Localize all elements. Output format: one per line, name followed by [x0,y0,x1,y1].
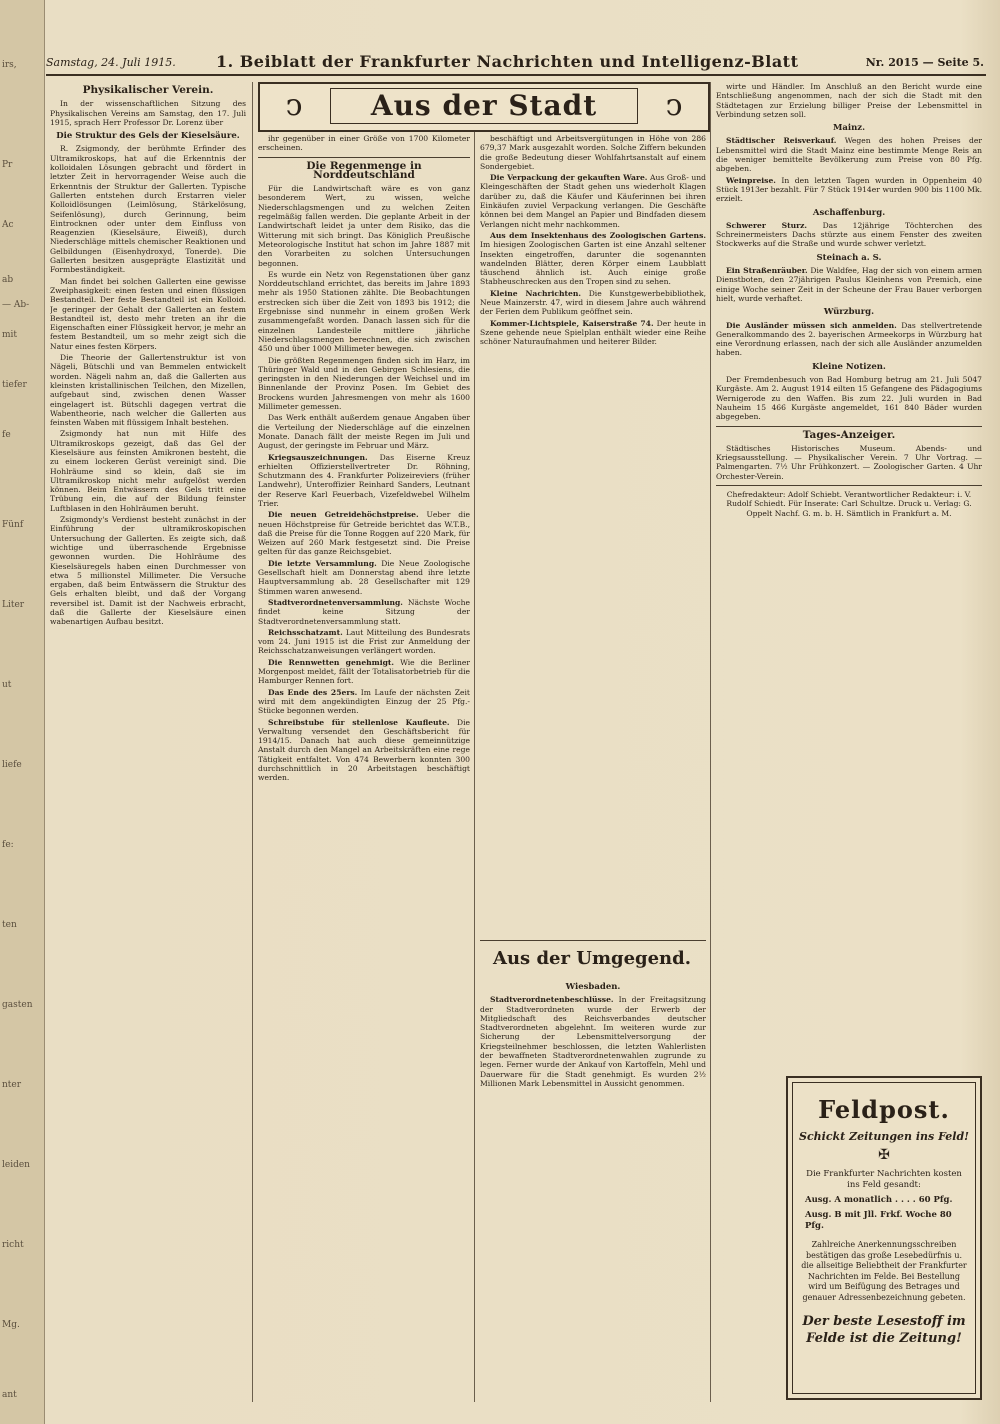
issue-date: Samstag, 24. Juli 1915. [46,56,176,69]
section-divider [480,940,706,941]
news-item-text: In den letzten Tagen wurden in Oppenheim 40 Stück 1913er bezahlt. Für 7 Stück 1914er wurden 900 bis 1100 Mk. erzielt. [716,175,982,204]
article-paragraph: Es wurde ein Netz von Regenstationen über ganz Norddeutschland errichtet, das bereits im Jahre 1893 mehr als 1950 Stationen zählte. Die Beobachtungen erstrecken sich über die Zeit von 1893 bis 1912; die Ergebnisse sind nunmehr in einem großen Werk zusammengefaßt worden. Danach lassen sich für die einzelnen Landesteile mittlere jährliche Niederschlagsmengen berechnen, die sich zwischen 450 und über 1000 Millimeter bewegen. [258,269,470,354]
notices-text: Der Fremdenbesuch von Bad Homburg betrug am 21. Juli 5047 Kurgäste. Am 2. August 1914 eilten 15 Gefangene des Pädagogiums Wernigerode zu den Waffen. Bis zum 22. Juli wurden in Bad Nauheim 15 466 Kurgäste angemeldet, 161 840 Bäder wurden abgegeben. [716,375,982,422]
column-2 [258,134,470,1402]
fragment-19: Mg. [2,1320,20,1330]
news-item-title: Reichsschatzamt. [268,627,343,637]
column-3 [480,134,706,934]
news-item-text: Die Waldfee, Hag der sich von einem armen Dienstboten, den 27jährigen Paulus Kleinhens von Premich, eine einige Woche seiner Zeit in der Scheune der Frau Bauer verborgen hielt, wurde verhaftet. [716,266,982,303]
article-continuation: beschäftigt und Arbeitsvergütungen in Höhe von 286 679,37 Mark ausgezahlt worden. Solche Ziffern bekunden die große Bedeutung dieser Wohlfahrtsanstalt auf einem Sondergebiet. [480,134,706,171]
news-item-text: Laut Mitteilung des Bundesrats vom 24. Juni 1915 ist die Frist zur Anmeldung der Reichsschatzanweisungen verlängert worden. [258,627,470,656]
section-banner [258,82,710,132]
news-item-title: Ein Straßenräuber. [726,266,808,276]
article-heading: Die Regenmenge in Norddeutschland [306,159,422,181]
fragment-5: — Ab- [2,300,30,310]
news-item-title: Städtischer Reisverkauf. [726,136,837,146]
feldpost-note: Zahlreiche Anerkennungsschreiben bestätigen das große Lesebedürfnis u. die allseitige Beliebtheit der Frankfurter Nachrichten im Felde. Bei Bestellung wird um Beifügung des Betrages und genauer Adressenbezeichnung gebeten. [801,1240,967,1302]
fragment-6: mit [2,330,18,340]
news-item-text: Ueber die neuen Höchstpreise für Getreide berichtet das W.T.B., daß die Preise für die Tonne Roggen auf 220 Mark, für Weizen auf 260 Mark festgesetzt sind. Die Preise gelten für das ganze Reichsgebiet. [258,510,470,557]
news-item-title: Die Verpackung der gekauften Ware. [490,173,648,183]
news-item-text: Der heute in Szene gehende neue Spielplan enthält wieder eine Reihe schöner Naturaufnahmen und heiterer Bilder. [480,318,706,347]
umgegend-heading: Aus der Umgegend. [493,948,691,969]
feldpost-title: Feldpost. [818,1095,950,1124]
news-item-text: Aus Groß- und Kleingeschäften der Stadt gehen uns wiederholt Klagen darüber zu, daß die Käufer und Käuferinnen bei ihren Einkäufen zuviel Verpackung verlangen. Die Geschäfte können bei dem Mangel an Papier und Bindfaden diesem Verlangen nicht mehr nachkommen. [480,173,706,229]
issue-number: Nr. 2015 — Seite 5. [865,56,984,69]
price-edition-a: Ausg. A monatlich . . . . 60 Pfg. [805,1195,953,1205]
page-header [46,52,986,76]
feldpost-advertisement [786,1076,982,1400]
left-edge-previous-page [0,0,45,1424]
fragment-10: Liter [2,600,25,610]
fragment-7: tiefer [2,380,27,390]
section-title: Aus der Stadt [330,88,638,124]
news-item-title: Kleine Nachrichten. [490,288,582,298]
news-item-text: Im hiesigen Zoologischen Garten ist eine Anzahl seltener Insekten eingetroffen, darunter die sogenannten wandelnden Blätter, deren Körper einem Laubblatt täuschend ähnlich ist. Auch einige große Stabheuschrecken aus den Tropen sind zu sehen. [480,240,706,287]
article-paragraph: Zsigmondy's Verdienst besteht zunächst in der Einführung der ultramikroskopischen Untersuchung der Gallerten. Es zeigte sich, daß wichtige und überraschende Ergebnisse gewonnen wurden. Die Hohlräume des Kieselsäuregels haben einen Durchmesser von etwa 5 millionstel Millimeter. Die Versuche ergaben, daß beim Entwässern die Struktur des Gels erhalten bleibt, und daß der Vorgang reversibel ist. Damit ist der Nachweis erbracht, daß die Gallerte der Kieselsäure einen wabenartigen Aufbau besitzt. [50,515,246,627]
fragment-8: fe [2,430,11,440]
place-heading: Aschaffenburg. [812,207,886,218]
news-item-text: Das 12jährige Töchterchen des Schreinermeisters Dachs stürzte aus einem Fenster des zweiten Stockwerks auf die Straße und wurde schwer verletzt. [716,220,982,249]
fragment-15: gasten [2,1000,33,1010]
price-edition-b: Ausg. B mit Jll. Frkf. Woche 80 Pfg. [805,1210,952,1231]
feldpost-subtitle: Schickt Zeitungen ins Feld! [799,1130,969,1143]
article-paragraph: Für die Landwirtschaft wäre es von ganz besonderem Wert, zu wissen, welche Niederschlagsmengen und zu welchen Zeiten regelmäßig fallen werden. Die geplante Arbeit in der Landwirtschaft leidet ja unter dem Risiko, das die Witterung mit sich bringt. Das Königlich Preußische Meteorologische Institut hat schon im Jahre 1887 mit den Vorarbeiten zu solchen Untersuchungen begonnen. [258,184,470,268]
fragment-1: irs, [2,60,17,70]
news-item-text: Das Eiserne Kreuz erhielten Offizierstellvertreter Dr. Röhning, Schutzmann des 4. Frankfurter Polizeireviers (früher Landwehr), Unteroffizier Reinhard Sanders, Leutnant der Reserve Karl Feuerbach, Vizefeldwebel Wilhelm Trier. [258,452,470,508]
news-item-text: In der Freitagsitzung der Stadtverordneten wurde der Erwerb der Mitgliedschaft des Reichsverbandes deutscher Stadtverordneten abgelehnt. Im weiteren wurde zur Sicherung der Lebensmittelversorgung der Kriegsteilnehmer beschlossen, die letzten Wahlerlisten der bewaffneten Stadtverordnetenwahlen zugrunde zu legen. Ferner wurde der Ankauf von Kartoffeln, Mehl und Dauerware für die Stadt genehmigt. Es wurden 2½ Millionen Mark Lebensmittel in Aussicht genommen. [480,995,706,1088]
news-item-title: Schreibstube für stellenlose Kaufleute. [268,717,450,727]
news-item-text: Das stellvertretende Generalkommando des 2. bayerischen Armeekorps in Würzburg hat eine Verordnung erlassen, nach der sich alle Ausländer anzumelden haben. [716,320,982,358]
divider [716,426,982,427]
column-1 [50,82,246,1402]
fragment-3: Ac [2,220,14,230]
place-heading: Mainz. [832,123,866,134]
tages-anzeiger-heading: Tages-Anzeiger. [802,428,896,441]
imprint: Chefredakteur: Adolf Schiebt. Verantwortlicher Redakteur: i. V. Rudolf Schiedt. Für Inserate: Carl Schultze. Druck u. Verlag: G. Oppelt Nachf. G. m. b. H. Sämtlich in Frankfurt a. M. [726,489,972,518]
article-continuation: ihr gegenüber in einer Größe von 1700 Kilometer erscheinen. [258,134,470,153]
fragment-20: ant [2,1390,17,1400]
news-item-text: Die Neue Zoologische Gesellschaft hielt am Donnerstag abend ihre letzte Hauptversammlung ab. 28 Gesellschafter mit 129 Stimmen waren anwesend. [258,558,470,596]
news-item-text: Die Verwaltung versendet den Geschäftsbericht für 1914/15. Danach hat auch diese gemeinnützige Anstalt durch den Mangel an Arbeitskräften eine rege Tätigkeit entfaltet. Von 474 Bewerbern konnten 300 durchschnittlich in 20 Arbeitstagen beschäftigt werden. [258,717,470,783]
fragment-2: Pr [2,160,13,170]
news-item-text: Die Kunstgewerbebibliothek, Neue Mainzerstr. 47, wird in diesem Jahre auch während der Ferien dem Publikum geöffnet sein. [480,288,706,317]
article-paragraph: R. Zsigmondy, der berühmte Erfinder des Ultramikroskops, hat auf die Erkenntnis der kolloidalen Lösungen gebracht und fördert in letzter Zeit in hervorragender Weise auch die Erkenntnis der Struktur der Gallerten. Typische Gallerten entstehen durch Erstarren vieler Kolloidlösungen (Leimlösung, Stärkelösung, Seifenlösung), durch Gerinnung, beim Eintrocknen oder unter dem Einfluss von Reagenzien (Kieselsäure, Eiweiß), durch Niederschläge mittels chemischer Reaktionen und Gelbildungen (Eisenhydroxyd, Tonerde). Die Gallerten besitzen ausgeprägte Elastizität und Formbeständigkeit. [50,144,246,275]
page-title: 1. Beiblatt der Frankfurter Nachrichten und Intelligenz-Blatt [216,52,799,71]
fragment-12: liefe [2,760,22,770]
fragment-16: nter [2,1080,22,1090]
column-4 [716,82,982,1068]
fragment-17: leiden [2,1160,30,1170]
feldpost-text: Die Frankfurter Nachrichten kosten ins Feld gesandt: [806,1169,962,1190]
news-item-title: Aus dem Insektenhaus des Zoologischen Gartens. [490,230,706,240]
news-item-text: Wie die Berliner Morgenpost meldet, fällt der Totalisatorbetrieb für die Hamburger Rennen fort. [258,657,470,686]
article-paragraph: Zsigmondy hat nun mit Hilfe des Ultramikroskops gezeigt, daß das Gel der Kieselsäure aus feinsten Amikronen besteht, die zu einem lockeren Gerüst vereinigt sind. Die Hohlräume sind so klein, daß sie im Ultramikroskop nicht mehr aufgelöst werden können. Beim Entwässern des Gels tritt eine Trübung ein, die auf der Bildung feinster Luftblasen in den Hohlräumen beruht. [50,429,246,513]
article-intro: In der wissenschaftlichen Sitzung des Physikalischen Vereins am Samstag, den 17. Juli 1915, sprach Herr Professor Dr. Lorenz über [50,99,246,127]
place-heading: Wiesbaden. [565,982,621,992]
news-item-title: Die letzte Versammlung. [268,558,377,568]
news-item-title: Das Ende des 25ers. [268,687,358,697]
column-rule-2 [474,132,475,1402]
fragment-13: fe: [2,840,14,850]
column-3-umgegend [480,978,706,1402]
article-heading: Physikalischer Verein. [82,84,214,96]
ornament-left-icon: ↄ [285,88,303,123]
fragment-11: ut [2,680,12,690]
iron-cross-icon: ✠ [878,1147,890,1163]
news-item-title: Kommer-Lichtspiele, Kaiserstraße 74. [490,318,654,328]
feldpost-slogan: Der beste Lesestoff im Felde ist die Zeitung! [802,1314,966,1346]
article-paragraph: Man findet bei solchen Gallerten eine gewisse Zweiphasigkeit: einen festen und einen flüssigen Bestandteil. Der feste Bestandteil ist ein Kolloid. Je geringer der Gehalt der Gallerten an festem Bestandteil ist, desto mehr treten an ihr die Eigenschaften einer Flüssigkeit hervor, je mehr an festem Bestandteil, um so mehr zeigt sich die Natur eines festen Körpers. [50,276,246,351]
fragment-4: ab [2,275,14,285]
divider [716,485,982,486]
news-item-text: Wegen des hohen Preises der Lebensmittel wird die Stadt Mainz eine bestimmte Menge Reis an die weniger bemittelte Bevölkerung zum Preise von 80 Pfg. abgeben. [716,136,982,174]
place-heading: Würzburg. [823,307,875,318]
divider [258,157,470,158]
column-rule-1 [252,82,253,1402]
news-item-title: Stadtverordnetenversammlung. [268,597,403,607]
news-item-title: Die Ausländer müssen sich anmelden. [726,320,897,330]
news-item-text: Im Laufe der nächsten Zeit wird mit dem angekündigten Einzug der 25 Pfg.-Stücke begonnen werden. [258,687,470,716]
ornament-right-icon: ↄ [665,88,683,123]
news-item-title: Die Rennwetten genehmigt. [268,657,395,667]
article-continuation: wirte und Händler. Im Anschluß an den Bericht wurde eine Entschließung angenommen, nach der sich die Stadt mit den Städtetagen zur Erzielung billiger Preise der Lebensmittel in Verbindung setzen soll. [716,82,982,119]
news-item-title: Schwerer Sturz. [726,220,808,230]
tages-anzeiger-text: Städtisches Historisches Museum. Abends- und Kriegsausstellung. — Physikalischer Verein. 7 Uhr Vortrag. — Palmengarten. 7½ Uhr Frühkonzert. — Zoologischer Garten. 4 Uhr Orchester-Verein. [716,443,982,481]
place-heading: Steinach a. S. [816,252,882,263]
news-item-text: Nächste Woche findet keine Sitzung der Stadtverordnetenversammlung statt. [258,597,470,626]
fragment-9: Fünf [2,520,24,530]
notices-heading: Kleine Notizen. [812,361,886,372]
news-item-title: Weinpreise. [726,175,776,185]
fragment-18: richt [2,1240,24,1250]
fragment-14: ten [2,920,17,930]
news-item-title: Kriegsauszeichnungen. [268,452,368,462]
article-subheading: Die Struktur des Gels der Kieselsäure. [56,131,240,142]
news-item-title: Stadtverordnetenbeschlüsse. [490,995,614,1005]
news-item-title: Die neuen Getreidehöchstpreise. [268,510,419,520]
column-rule-3 [710,82,711,1402]
article-paragraph: Die Theorie der Gallertenstruktur ist von Nägeli, Bütschli und van Bemmelen entwickelt worden. Nägeli nahm an, daß die Gallerten aus kleinsten kristallinischen Teilchen, den Mizellen, aufgebaut sind, zwischen denen Wasser eingelagert ist. Bütschli dagegen vertrat die Wabentheorie, nach welcher die Gallerten aus feinsten Waben mit flüssigem Inhalt bestehen. [50,353,246,428]
article-paragraph: Das Werk enthält außerdem genaue Angaben über die Verteilung der Niederschläge auf die einzelnen Monate. Danach fällt der meiste Regen im Juli und August, der geringste im Februar und März. [258,413,470,451]
article-paragraph: Die größten Regenmengen finden sich im Harz, im Thüringer Wald und in den Gebirgen Schlesiens, die geringsten in den Niederungen der Weichsel und im Binnenlande der Provinz Posen. Im Gebiet des Brockens wurden Jahresmengen von mehr als 1600 Millimeter gemessen. [258,355,470,412]
